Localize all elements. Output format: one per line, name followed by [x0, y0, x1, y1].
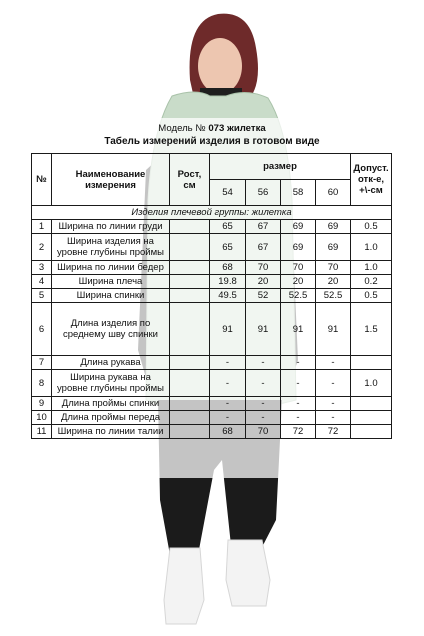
row-value: 52.5 [281, 289, 316, 303]
table-row [32, 261, 392, 275]
table-row [32, 303, 392, 356]
row-value: - [246, 356, 281, 370]
row-value: 68 [210, 261, 246, 275]
row-value: - [281, 356, 316, 370]
row-value: 69 [281, 234, 316, 261]
row-name: Ширина рукава на уровне глубины проймы [52, 370, 170, 397]
row-number: 10 [32, 411, 52, 425]
col-size-group-header: размер [210, 154, 351, 180]
row-value: 20 [246, 275, 281, 289]
row-tolerance: 1.5 [351, 303, 392, 356]
row-value: - [316, 397, 351, 411]
row-value: - [316, 370, 351, 397]
row-height [170, 356, 210, 370]
size-header: 54 [210, 180, 246, 206]
row-height [170, 289, 210, 303]
table-row [32, 411, 392, 425]
row-value: 52.5 [316, 289, 351, 303]
row-value: 91 [246, 303, 281, 356]
model-number: 073 [208, 123, 225, 134]
row-value: 91 [316, 303, 351, 356]
row-height [170, 261, 210, 275]
table-row [32, 397, 392, 411]
row-value: 70 [246, 261, 281, 275]
row-name: Ширина по линии груди [52, 220, 170, 234]
row-name: Длина проймы спинки [52, 397, 170, 411]
row-value: 70 [281, 261, 316, 275]
row-height [170, 411, 210, 425]
row-value: 67 [246, 234, 281, 261]
row-value: 52 [246, 289, 281, 303]
model-prefix: Модель № [158, 123, 206, 134]
row-height [170, 275, 210, 289]
row-value: 68 [210, 425, 246, 439]
row-number: 7 [32, 356, 52, 370]
row-value: 20 [316, 275, 351, 289]
table-row [32, 234, 392, 261]
row-number: 4 [32, 275, 52, 289]
row-value: - [246, 411, 281, 425]
row-value: 67 [246, 220, 281, 234]
measurement-table [31, 153, 392, 439]
row-value: - [210, 370, 246, 397]
row-value: - [210, 397, 246, 411]
row-number: 6 [32, 303, 52, 356]
row-value: 91 [210, 303, 246, 356]
row-tolerance [351, 356, 392, 370]
row-name: Ширина спинки [52, 289, 170, 303]
row-number: 9 [32, 397, 52, 411]
table-row [32, 370, 392, 397]
col-tolerance-header: Допуст. отк-е, +\-см [351, 154, 392, 206]
row-tolerance: 0.2 [351, 275, 392, 289]
row-name: Ширина по линии талии [52, 425, 170, 439]
row-tolerance [351, 425, 392, 439]
row-number: 5 [32, 289, 52, 303]
row-name: Длина проймы переда [52, 411, 170, 425]
row-name: Ширина по линии бедер [52, 261, 170, 275]
row-value: 49.5 [210, 289, 246, 303]
row-height [170, 425, 210, 439]
model-caption [0, 123, 424, 135]
row-number: 1 [32, 220, 52, 234]
row-value: 72 [316, 425, 351, 439]
row-value: 72 [281, 425, 316, 439]
col-name-header: Наименование измерения [52, 154, 170, 206]
table-row [32, 425, 392, 439]
row-height [170, 303, 210, 356]
section-title: Изделия плечевой группы: жилетка [32, 206, 392, 220]
row-value: 65 [210, 234, 246, 261]
row-value: - [281, 411, 316, 425]
row-number: 3 [32, 261, 52, 275]
row-value: 91 [281, 303, 316, 356]
row-name: Длина изделия по среднему шву спинки [52, 303, 170, 356]
row-value: - [281, 397, 316, 411]
row-name: Ширина плеча [52, 275, 170, 289]
row-number: 11 [32, 425, 52, 439]
row-value: - [316, 411, 351, 425]
row-height [170, 234, 210, 261]
row-tolerance: 1.0 [351, 261, 392, 275]
row-value: 20 [281, 275, 316, 289]
row-value: 70 [316, 261, 351, 275]
model-right-boot [226, 540, 270, 606]
row-height [170, 397, 210, 411]
row-tolerance [351, 411, 392, 425]
row-number: 2 [32, 234, 52, 261]
row-value: - [316, 356, 351, 370]
col-num-header: № [32, 154, 52, 206]
row-value: 19.8 [210, 275, 246, 289]
row-tolerance: 1.0 [351, 234, 392, 261]
row-name: Длина рукава [52, 356, 170, 370]
row-tolerance: 1.0 [351, 370, 392, 397]
row-value: - [246, 370, 281, 397]
row-value: 69 [316, 234, 351, 261]
col-height-header: Рост, см [170, 154, 210, 206]
table-title: Табель измерений изделия в готовом виде [104, 136, 320, 147]
model-face [198, 38, 242, 94]
row-height [170, 370, 210, 397]
table-row [32, 289, 392, 303]
row-value: 65 [210, 220, 246, 234]
size-header: 60 [316, 180, 351, 206]
row-tolerance: 0.5 [351, 289, 392, 303]
row-value: 69 [316, 220, 351, 234]
table-row [32, 220, 392, 234]
row-value: - [210, 411, 246, 425]
row-tolerance [351, 397, 392, 411]
row-tolerance: 0.5 [351, 220, 392, 234]
size-header: 58 [281, 180, 316, 206]
row-value: 70 [246, 425, 281, 439]
row-value: - [246, 397, 281, 411]
model-left-boot [164, 548, 204, 624]
row-value: - [281, 370, 316, 397]
model-name: жилетка [227, 123, 266, 134]
table-row [32, 275, 392, 289]
row-value: 69 [281, 220, 316, 234]
row-height [170, 220, 210, 234]
row-name: Ширина изделия на уровне глубины проймы [52, 234, 170, 261]
size-header: 56 [246, 180, 281, 206]
table-row [32, 356, 392, 370]
row-value: - [210, 356, 246, 370]
row-number: 8 [32, 370, 52, 397]
